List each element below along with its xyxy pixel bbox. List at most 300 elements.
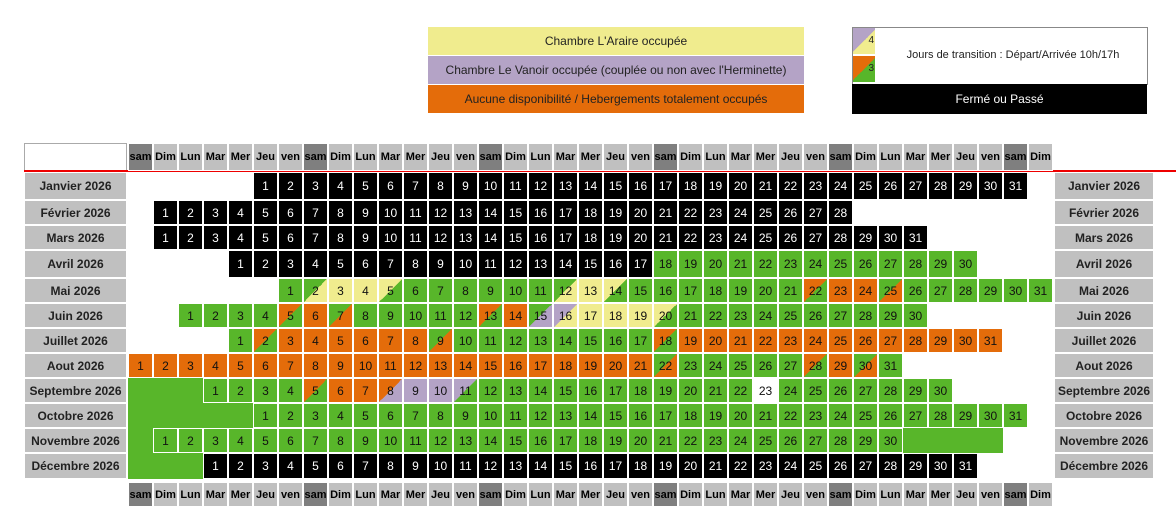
day-cell[interactable]: 9 [453, 403, 478, 428]
day-cell[interactable]: 24 [728, 428, 753, 453]
day-cell[interactable]: 4 [278, 453, 303, 479]
day-cell[interactable]: 5 [303, 378, 328, 403]
day-cell[interactable]: 10 [403, 303, 428, 328]
day-cell[interactable]: 5 [253, 200, 278, 225]
day-cell[interactable]: 20 [728, 403, 753, 428]
day-cell[interactable]: 21 [778, 278, 803, 303]
day-cell[interactable]: 29 [928, 328, 953, 353]
day-cell[interactable]: 1 [253, 403, 278, 428]
day-cell[interactable]: 27 [803, 428, 828, 453]
day-cell[interactable]: 31 [1003, 403, 1028, 428]
day-cell[interactable]: 19 [653, 378, 678, 403]
day-cell[interactable]: 15 [553, 453, 578, 479]
day-cell[interactable]: 3 [203, 200, 228, 225]
day-cell[interactable]: 21 [678, 303, 703, 328]
day-cell[interactable]: 11 [478, 328, 503, 353]
day-cell[interactable]: 12 [478, 453, 503, 479]
day-cell[interactable]: 7 [428, 278, 453, 303]
day-cell[interactable]: 1 [153, 200, 178, 225]
day-cell[interactable]: 8 [453, 278, 478, 303]
day-cell[interactable]: 26 [903, 278, 928, 303]
day-cell[interactable]: 10 [353, 353, 378, 378]
day-cell[interactable]: 8 [353, 303, 378, 328]
day-cell[interactable]: 19 [603, 225, 628, 250]
day-cell[interactable]: 22 [678, 225, 703, 250]
day-cell[interactable]: 8 [378, 378, 403, 403]
day-cell[interactable]: 1 [203, 453, 228, 479]
day-cell[interactable]: 17 [653, 403, 678, 428]
day-cell[interactable]: 9 [403, 453, 428, 479]
day-cell[interactable]: 7 [353, 378, 378, 403]
day-cell[interactable]: 12 [403, 353, 428, 378]
day-cell[interactable]: 19 [678, 250, 703, 278]
day-cell[interactable]: 22 [753, 328, 778, 353]
day-cell[interactable]: 5 [328, 250, 353, 278]
day-cell[interactable]: 12 [528, 403, 553, 428]
day-cell[interactable]: 19 [678, 328, 703, 353]
day-cell[interactable]: 3 [303, 403, 328, 428]
day-cell[interactable]: 5 [378, 278, 403, 303]
day-cell[interactable]: 29 [953, 403, 978, 428]
day-cell[interactable]: 28 [928, 403, 953, 428]
day-cell[interactable]: 3 [253, 378, 278, 403]
day-cell[interactable]: 17 [653, 172, 678, 200]
day-cell[interactable]: 26 [853, 250, 878, 278]
day-cell[interactable]: 2 [153, 353, 178, 378]
day-cell[interactable]: 23 [803, 403, 828, 428]
day-cell[interactable]: 17 [628, 328, 653, 353]
day-cell[interactable]: 11 [403, 200, 428, 225]
day-cell[interactable]: 25 [878, 278, 903, 303]
day-cell[interactable]: 16 [603, 250, 628, 278]
day-cell[interactable]: 20 [603, 353, 628, 378]
day-cell[interactable]: 26 [778, 200, 803, 225]
day-cell[interactable]: 23 [778, 328, 803, 353]
day-cell[interactable]: 15 [603, 403, 628, 428]
day-cell[interactable]: 7 [328, 303, 353, 328]
day-cell[interactable]: 21 [653, 225, 678, 250]
day-cell[interactable]: 6 [278, 225, 303, 250]
day-cell[interactable]: 18 [628, 378, 653, 403]
day-cell[interactable]: 28 [828, 200, 853, 225]
day-cell[interactable]: 3 [278, 250, 303, 278]
day-cell[interactable]: 12 [528, 172, 553, 200]
day-cell[interactable]: 30 [978, 172, 1003, 200]
day-cell[interactable]: 2 [253, 328, 278, 353]
day-cell[interactable]: 14 [528, 378, 553, 403]
day-cell[interactable]: 6 [378, 403, 403, 428]
day-cell[interactable]: 28 [903, 328, 928, 353]
day-cell[interactable]: 28 [928, 172, 953, 200]
day-cell[interactable]: 6 [378, 172, 403, 200]
day-cell[interactable]: 8 [328, 428, 353, 453]
day-cell[interactable]: 3 [203, 428, 228, 453]
day-cell[interactable]: 10 [478, 403, 503, 428]
day-cell[interactable]: 12 [453, 303, 478, 328]
day-cell[interactable]: 4 [303, 328, 328, 353]
day-cell[interactable]: 24 [703, 353, 728, 378]
day-cell[interactable]: 8 [328, 200, 353, 225]
day-cell[interactable]: 25 [853, 172, 878, 200]
day-cell[interactable]: 7 [403, 172, 428, 200]
day-cell[interactable]: 11 [478, 250, 503, 278]
day-cell[interactable]: 16 [578, 453, 603, 479]
day-cell[interactable]: 9 [353, 225, 378, 250]
day-cell[interactable]: 27 [828, 303, 853, 328]
day-cell[interactable]: 24 [828, 172, 853, 200]
day-cell[interactable]: 29 [903, 453, 928, 479]
day-cell[interactable]: 13 [453, 200, 478, 225]
day-cell[interactable]: 6 [303, 303, 328, 328]
day-cell[interactable]: 17 [603, 378, 628, 403]
day-cell[interactable]: 1 [228, 250, 253, 278]
day-cell[interactable]: 26 [803, 303, 828, 328]
day-cell[interactable]: 19 [728, 278, 753, 303]
day-cell[interactable]: 2 [203, 303, 228, 328]
day-cell[interactable]: 27 [803, 225, 828, 250]
day-cell[interactable]: 26 [828, 453, 853, 479]
day-cell[interactable]: 13 [503, 453, 528, 479]
day-cell[interactable]: 24 [853, 278, 878, 303]
day-cell[interactable]: 23 [703, 225, 728, 250]
day-cell[interactable]: 13 [478, 303, 503, 328]
day-cell[interactable]: 9 [403, 378, 428, 403]
day-cell[interactable]: 10 [378, 225, 403, 250]
day-cell[interactable]: 25 [753, 428, 778, 453]
day-cell[interactable]: 4 [228, 200, 253, 225]
day-cell[interactable]: 6 [253, 353, 278, 378]
day-cell[interactable]: 1 [128, 353, 153, 378]
day-cell[interactable]: 13 [453, 225, 478, 250]
day-cell[interactable]: 7 [403, 403, 428, 428]
day-cell[interactable]: 14 [578, 403, 603, 428]
day-cell[interactable]: 17 [628, 250, 653, 278]
day-cell[interactable]: 25 [803, 378, 828, 403]
day-cell[interactable]: 13 [453, 428, 478, 453]
day-cell[interactable]: 18 [678, 172, 703, 200]
day-cell[interactable]: 23 [728, 303, 753, 328]
day-cell[interactable]: 27 [903, 403, 928, 428]
day-cell[interactable]: 9 [353, 428, 378, 453]
day-cell[interactable]: 17 [528, 353, 553, 378]
day-cell[interactable]: 18 [653, 250, 678, 278]
day-cell[interactable]: 17 [553, 200, 578, 225]
day-cell[interactable]: 2 [178, 428, 203, 453]
day-cell[interactable]: 5 [328, 328, 353, 353]
day-cell[interactable]: 5 [228, 353, 253, 378]
day-cell[interactable]: 17 [553, 428, 578, 453]
day-cell[interactable]: 9 [353, 200, 378, 225]
day-cell[interactable]: 30 [878, 225, 903, 250]
day-cell[interactable]: 26 [878, 172, 903, 200]
day-cell[interactable]: 8 [403, 328, 428, 353]
day-cell[interactable]: 20 [628, 225, 653, 250]
day-cell[interactable]: 19 [628, 303, 653, 328]
day-cell[interactable]: 23 [703, 428, 728, 453]
day-cell[interactable]: 7 [278, 353, 303, 378]
day-cell[interactable]: 21 [703, 453, 728, 479]
day-cell[interactable]: 5 [353, 172, 378, 200]
day-cell[interactable]: 14 [553, 328, 578, 353]
day-cell[interactable]: 9 [378, 303, 403, 328]
day-cell[interactable]: 12 [428, 428, 453, 453]
day-cell[interactable]: 10 [428, 378, 453, 403]
day-cell[interactable]: 22 [803, 278, 828, 303]
day-cell[interactable]: 15 [528, 303, 553, 328]
day-cell[interactable]: 4 [278, 378, 303, 403]
day-cell[interactable]: 27 [778, 353, 803, 378]
day-cell[interactable]: 31 [1028, 278, 1053, 303]
day-cell[interactable]: 24 [753, 303, 778, 328]
day-cell[interactable]: 2 [278, 403, 303, 428]
day-cell[interactable]: 22 [778, 172, 803, 200]
day-cell[interactable]: 9 [428, 250, 453, 278]
day-cell[interactable]: 23 [753, 378, 778, 403]
day-cell[interactable]: 28 [853, 303, 878, 328]
day-cell[interactable]: 14 [603, 278, 628, 303]
day-cell[interactable]: 1 [278, 278, 303, 303]
day-cell[interactable]: 3 [178, 353, 203, 378]
day-cell[interactable]: 9 [328, 353, 353, 378]
day-cell[interactable]: 13 [428, 353, 453, 378]
day-cell[interactable]: 21 [628, 353, 653, 378]
day-cell[interactable]: 18 [628, 453, 653, 479]
day-cell[interactable]: 16 [628, 403, 653, 428]
day-cell[interactable]: 30 [853, 353, 878, 378]
day-cell[interactable]: 28 [828, 225, 853, 250]
day-cell[interactable]: 6 [328, 453, 353, 479]
day-cell[interactable]: 2 [178, 225, 203, 250]
day-cell[interactable]: 22 [678, 428, 703, 453]
day-cell[interactable]: 26 [853, 328, 878, 353]
day-cell[interactable]: 21 [703, 378, 728, 403]
day-cell[interactable]: 19 [603, 428, 628, 453]
day-cell[interactable]: 20 [703, 328, 728, 353]
day-cell[interactable]: 1 [153, 428, 178, 453]
day-cell[interactable]: 15 [553, 378, 578, 403]
day-cell[interactable]: 30 [903, 303, 928, 328]
day-cell[interactable]: 2 [278, 172, 303, 200]
day-cell[interactable]: 14 [578, 172, 603, 200]
day-cell[interactable]: 23 [703, 200, 728, 225]
day-cell[interactable]: 29 [853, 225, 878, 250]
day-cell[interactable]: 26 [778, 428, 803, 453]
day-cell[interactable]: 26 [828, 378, 853, 403]
day-cell[interactable]: 2 [228, 378, 253, 403]
day-cell[interactable]: 17 [603, 453, 628, 479]
day-cell[interactable]: 4 [228, 225, 253, 250]
day-cell[interactable]: 11 [403, 225, 428, 250]
day-cell[interactable]: 28 [828, 428, 853, 453]
day-cell[interactable]: 4 [228, 428, 253, 453]
day-cell[interactable]: 17 [553, 225, 578, 250]
day-cell[interactable]: 7 [353, 453, 378, 479]
day-cell[interactable]: 7 [303, 200, 328, 225]
day-cell[interactable]: 24 [828, 403, 853, 428]
day-cell[interactable]: 31 [978, 328, 1003, 353]
day-cell[interactable]: 15 [578, 250, 603, 278]
day-cell[interactable]: 28 [953, 278, 978, 303]
day-cell[interactable]: 22 [653, 353, 678, 378]
day-cell[interactable]: 6 [278, 200, 303, 225]
day-cell[interactable]: 3 [253, 453, 278, 479]
day-cell[interactable]: 15 [578, 328, 603, 353]
day-cell[interactable]: 14 [503, 303, 528, 328]
day-cell[interactable]: 11 [453, 453, 478, 479]
day-cell[interactable]: 4 [253, 303, 278, 328]
day-cell[interactable]: 22 [778, 403, 803, 428]
day-cell[interactable]: 13 [578, 278, 603, 303]
day-cell[interactable]: 18 [578, 200, 603, 225]
day-cell[interactable]: 29 [953, 172, 978, 200]
day-cell[interactable]: 13 [528, 328, 553, 353]
day-cell[interactable]: 20 [728, 172, 753, 200]
day-cell[interactable]: 27 [803, 200, 828, 225]
day-cell[interactable]: 22 [753, 250, 778, 278]
day-cell[interactable]: 8 [403, 250, 428, 278]
day-cell[interactable]: 19 [603, 200, 628, 225]
day-cell[interactable]: 9 [478, 278, 503, 303]
day-cell[interactable]: 23 [828, 278, 853, 303]
day-cell[interactable]: 29 [928, 250, 953, 278]
day-cell[interactable]: 20 [628, 428, 653, 453]
day-cell[interactable]: 14 [478, 225, 503, 250]
day-cell[interactable]: 10 [428, 453, 453, 479]
day-cell[interactable]: 26 [878, 403, 903, 428]
day-cell[interactable]: 14 [528, 453, 553, 479]
day-cell[interactable]: 28 [878, 453, 903, 479]
day-cell[interactable]: 22 [678, 200, 703, 225]
day-cell[interactable]: 22 [728, 453, 753, 479]
day-cell[interactable]: 30 [978, 403, 1003, 428]
day-cell[interactable]: 3 [278, 328, 303, 353]
day-cell[interactable]: 30 [1003, 278, 1028, 303]
day-cell[interactable]: 30 [953, 328, 978, 353]
day-cell[interactable]: 19 [703, 403, 728, 428]
day-cell[interactable]: 2 [178, 200, 203, 225]
day-cell[interactable]: 23 [753, 453, 778, 479]
day-cell[interactable]: 29 [853, 428, 878, 453]
day-cell[interactable]: 11 [503, 172, 528, 200]
day-cell[interactable]: 6 [403, 278, 428, 303]
day-cell[interactable]: 25 [803, 453, 828, 479]
day-cell[interactable]: 19 [653, 453, 678, 479]
day-cell[interactable]: 18 [603, 303, 628, 328]
day-cell[interactable]: 1 [253, 172, 278, 200]
day-cell[interactable]: 16 [528, 428, 553, 453]
day-cell[interactable]: 15 [603, 172, 628, 200]
day-cell[interactable]: 2 [303, 278, 328, 303]
day-cell[interactable]: 15 [503, 200, 528, 225]
day-cell[interactable]: 7 [378, 328, 403, 353]
day-cell[interactable]: 11 [453, 378, 478, 403]
day-cell[interactable]: 24 [728, 225, 753, 250]
day-cell[interactable]: 11 [428, 303, 453, 328]
day-cell[interactable]: 12 [428, 225, 453, 250]
day-cell[interactable]: 31 [953, 453, 978, 479]
day-cell[interactable]: 7 [378, 250, 403, 278]
day-cell[interactable]: 11 [528, 278, 553, 303]
day-cell[interactable]: 12 [553, 278, 578, 303]
day-cell[interactable]: 18 [703, 278, 728, 303]
day-cell[interactable]: 6 [353, 250, 378, 278]
day-cell[interactable]: 10 [453, 250, 478, 278]
day-cell[interactable]: 16 [528, 225, 553, 250]
day-cell[interactable]: 3 [303, 172, 328, 200]
day-cell[interactable]: 24 [778, 378, 803, 403]
day-cell[interactable]: 19 [703, 172, 728, 200]
day-cell[interactable]: 13 [528, 250, 553, 278]
day-cell[interactable]: 25 [828, 250, 853, 278]
day-cell[interactable]: 2 [253, 250, 278, 278]
day-cell[interactable]: 23 [778, 250, 803, 278]
day-cell[interactable]: 16 [553, 303, 578, 328]
day-cell[interactable]: 7 [303, 225, 328, 250]
day-cell[interactable]: 1 [178, 303, 203, 328]
day-cell[interactable]: 20 [753, 278, 778, 303]
day-cell[interactable]: 23 [803, 172, 828, 200]
day-cell[interactable]: 3 [228, 303, 253, 328]
day-cell[interactable]: 12 [428, 200, 453, 225]
day-cell[interactable]: 9 [428, 328, 453, 353]
day-cell[interactable]: 14 [478, 428, 503, 453]
day-cell[interactable]: 10 [378, 428, 403, 453]
day-cell[interactable]: 7 [303, 428, 328, 453]
day-cell[interactable]: 27 [853, 378, 878, 403]
day-cell[interactable]: 28 [803, 353, 828, 378]
day-cell[interactable]: 12 [478, 378, 503, 403]
day-cell[interactable]: 17 [578, 303, 603, 328]
day-cell[interactable]: 21 [653, 428, 678, 453]
day-cell[interactable]: 16 [653, 278, 678, 303]
day-cell[interactable]: 16 [503, 353, 528, 378]
day-cell[interactable]: 5 [353, 403, 378, 428]
day-cell[interactable]: 30 [953, 250, 978, 278]
day-cell[interactable]: 13 [553, 403, 578, 428]
day-cell[interactable]: 25 [828, 328, 853, 353]
day-cell[interactable]: 10 [503, 278, 528, 303]
day-cell[interactable]: 28 [878, 378, 903, 403]
day-cell[interactable]: 27 [853, 453, 878, 479]
day-cell[interactable]: 19 [578, 353, 603, 378]
day-cell[interactable]: 8 [428, 172, 453, 200]
day-cell[interactable]: 21 [728, 250, 753, 278]
day-cell[interactable]: 31 [878, 353, 903, 378]
day-cell[interactable]: 21 [653, 200, 678, 225]
day-cell[interactable]: 22 [728, 378, 753, 403]
day-cell[interactable]: 11 [378, 353, 403, 378]
day-cell[interactable]: 14 [453, 353, 478, 378]
day-cell[interactable]: 11 [403, 428, 428, 453]
day-cell[interactable]: 4 [328, 172, 353, 200]
day-cell[interactable]: 23 [678, 353, 703, 378]
day-cell[interactable]: 21 [753, 172, 778, 200]
day-cell[interactable]: 5 [253, 428, 278, 453]
day-cell[interactable]: 29 [878, 303, 903, 328]
day-cell[interactable]: 22 [703, 303, 728, 328]
day-cell[interactable]: 24 [803, 328, 828, 353]
day-cell[interactable]: 18 [578, 225, 603, 250]
day-cell[interactable]: 20 [653, 303, 678, 328]
day-cell[interactable]: 13 [503, 378, 528, 403]
day-cell[interactable]: 18 [678, 403, 703, 428]
day-cell[interactable]: 17 [678, 278, 703, 303]
day-cell[interactable]: 4 [353, 278, 378, 303]
day-cell[interactable]: 25 [753, 200, 778, 225]
day-cell[interactable]: 14 [553, 250, 578, 278]
day-cell[interactable]: 30 [928, 378, 953, 403]
day-cell[interactable]: 3 [203, 225, 228, 250]
